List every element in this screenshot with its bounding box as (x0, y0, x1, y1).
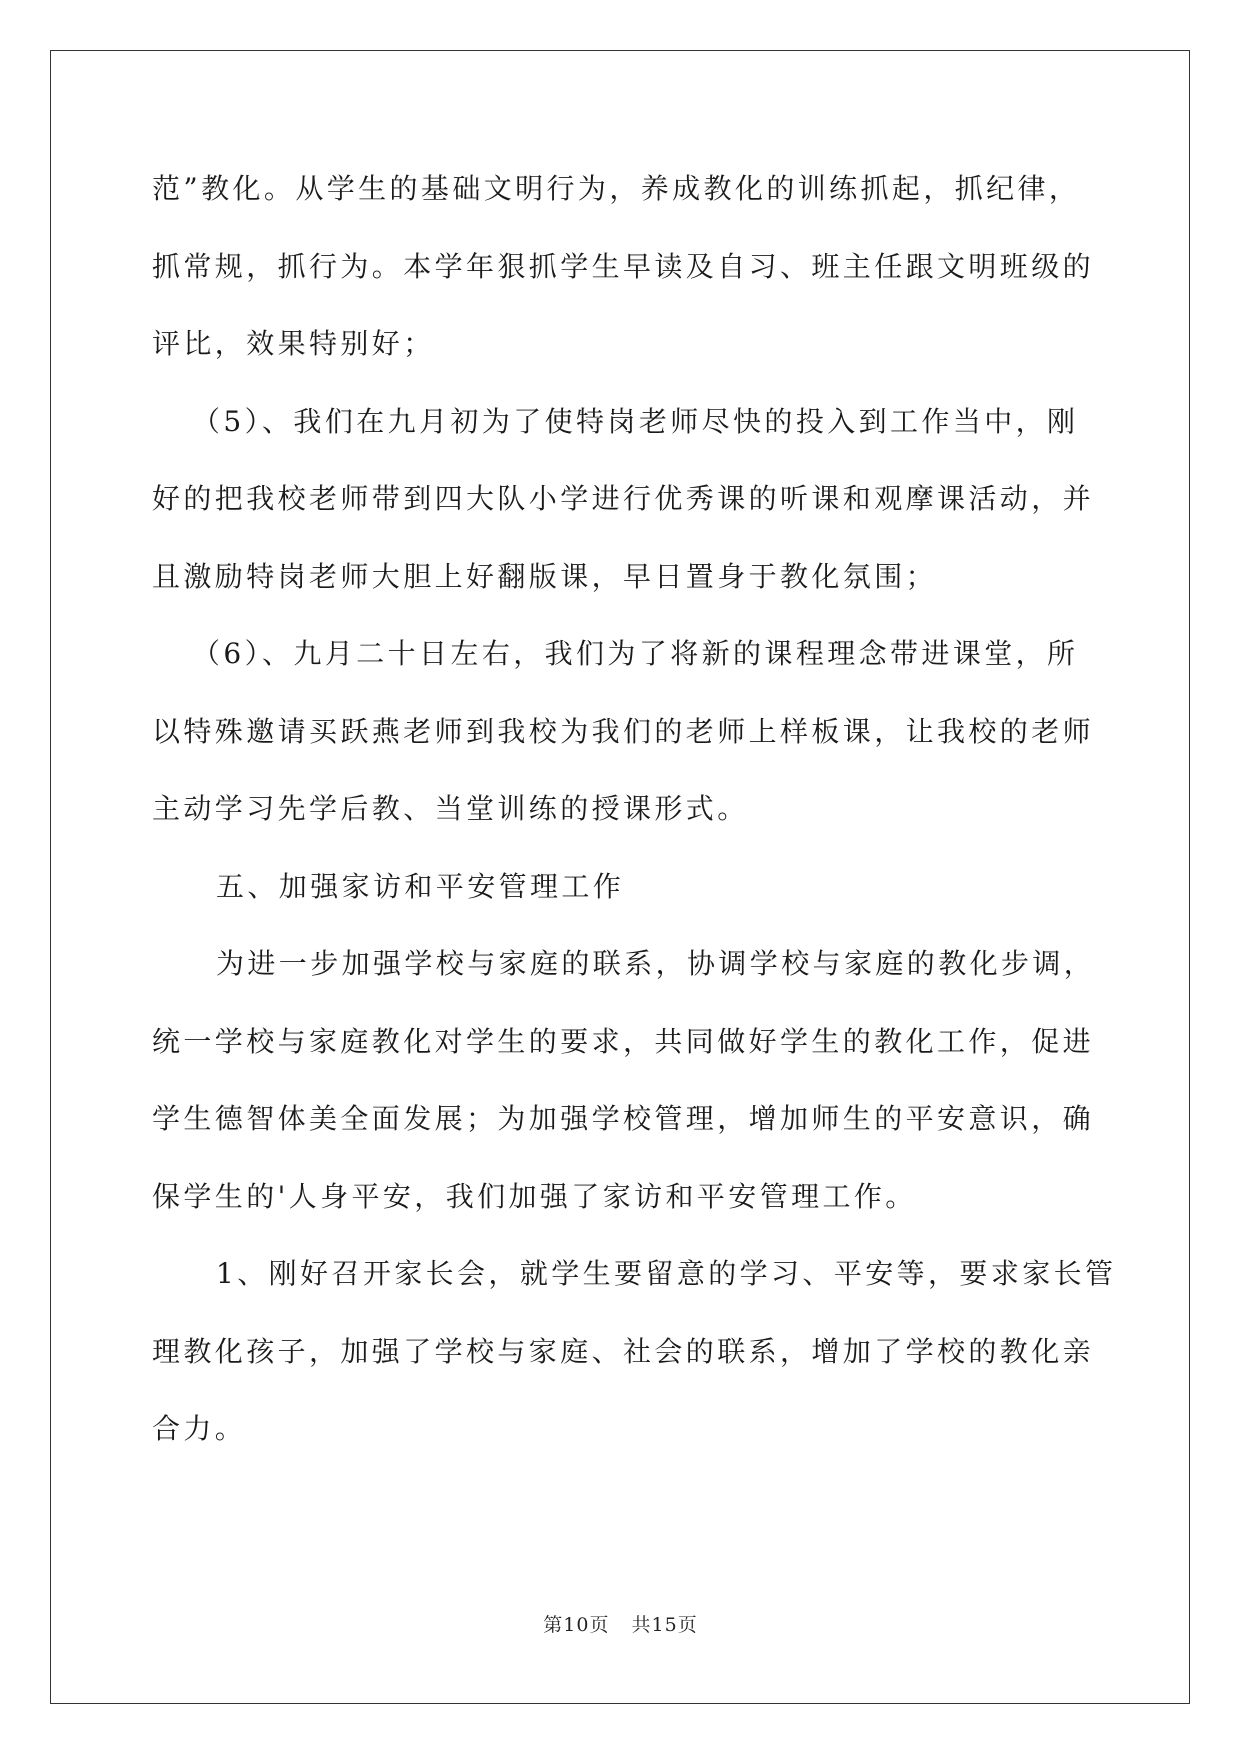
document-body (152, 150, 1117, 1468)
text-line: 为进一步加强学校与家庭的联系，协调学校与家庭的教化步调， (216, 947, 1096, 980)
text-line: （5）、我们在九月初为了使特岗老师尽快的投入到工作当中，刚 (192, 404, 1079, 438)
text-line: 学生德智体美全面发展；为加强学校管理，增加师生的平安意识，确 (152, 1102, 1095, 1135)
text-line: 统一学校与家庭教化对学生的要求，共同做好学生的教化工作，促进 (152, 1024, 1095, 1058)
text-line: 合力。 (152, 1412, 247, 1445)
text-line: 1、刚好召开家长会，就学生要留意的学习、平安等，要求家长管 (216, 1257, 1117, 1290)
paragraph-5 (152, 925, 1096, 1235)
paragraph-1 (152, 150, 1095, 383)
text-line: 主动学习先学后教、当堂训练的授课形式。 (152, 792, 749, 825)
paragraph-3 (152, 615, 1095, 848)
paragraph-2 (152, 383, 1095, 616)
text-line: 以特殊邀请买跃燕老师到我校为我们的老师上样板课，让我校的老师 (152, 714, 1095, 748)
text-line: 范”教化。从学生的基础文明行为，养成教化的训练抓起，抓纪律， (152, 172, 1081, 205)
text-line: 理教化孩子，加强了学校与家庭、社会的联系，增加了学校的教化亲 (152, 1334, 1095, 1368)
page-total: 共15页 (631, 1614, 698, 1636)
heading-text: 五、加强家访和平安管理工作 (216, 869, 625, 903)
text-line: 评比，效果特别好； (152, 327, 435, 360)
text-line: 好的把我校老师带到四大队小学进行优秀课的听课和观摩课活动，并 (152, 482, 1095, 515)
text-line: （6）、九月二十日左右，我们为了将新的课程理念带进课堂，所 (192, 637, 1079, 670)
page-footer (0, 1610, 1241, 1637)
section-heading (152, 848, 1088, 926)
page-number: 第10页 (543, 1614, 610, 1636)
text-line: 保学生的'人身平安，我们加强了家访和平安管理工作。 (152, 1179, 917, 1213)
text-line: 且激励特岗老师大胆上好翻版课，早日置身于教化氛围； (152, 559, 938, 593)
paragraph-6 (152, 1235, 1117, 1468)
text-line: 抓常规，抓行为。本学年狠抓学生早读及自习、班主任跟文明班级的 (152, 249, 1095, 283)
